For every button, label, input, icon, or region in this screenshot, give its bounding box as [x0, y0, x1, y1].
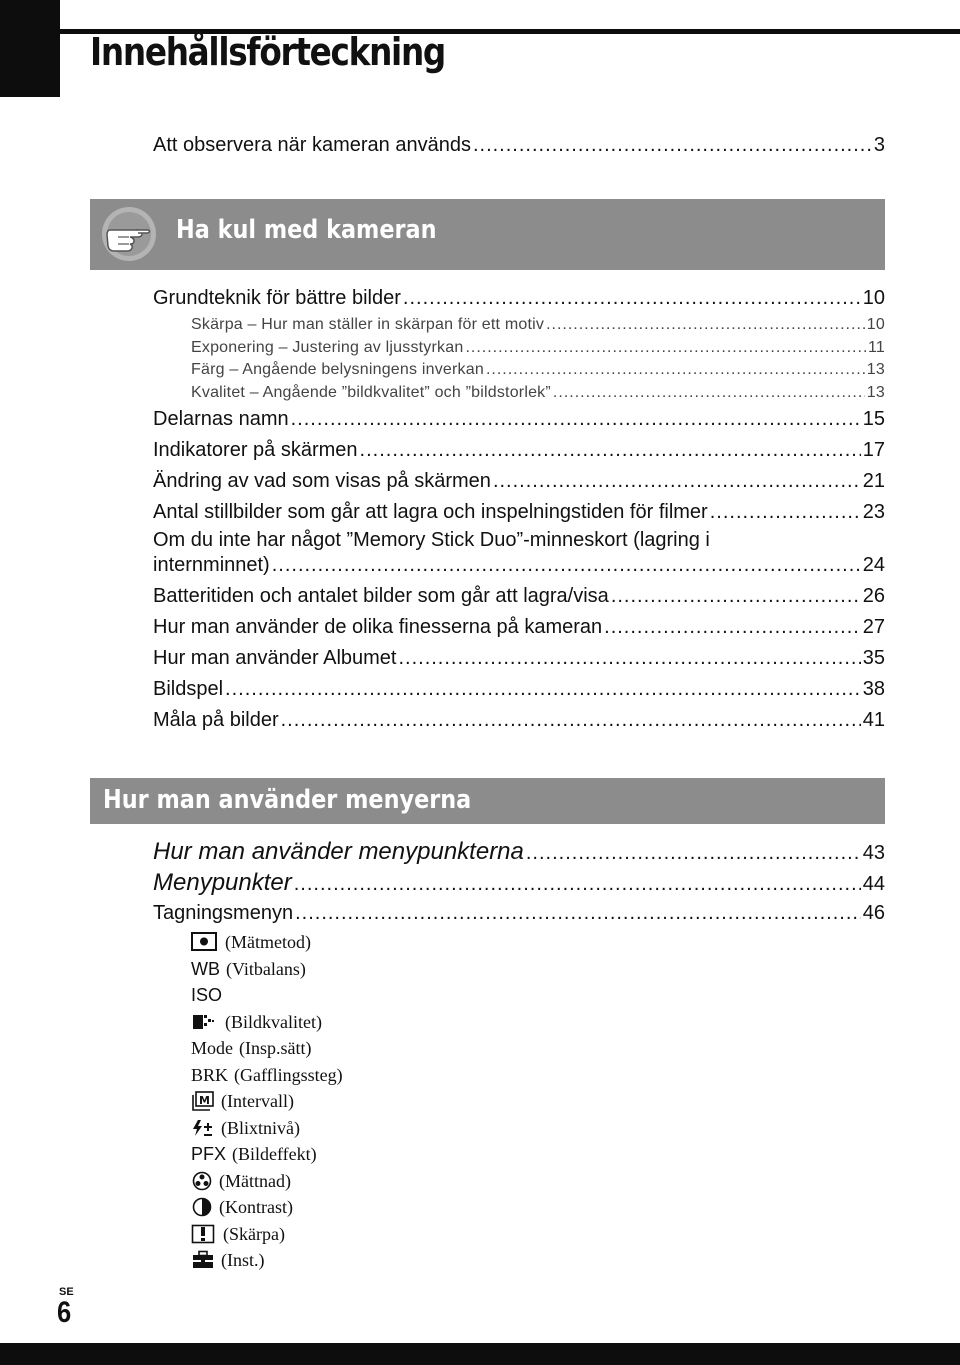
toc-subentry[interactable] — [153, 314, 885, 337]
toc-entry[interactable] — [153, 435, 885, 466]
toc-entry-page: 13 — [866, 361, 885, 378]
menu-item-label: (Bildkvalitet) — [225, 1011, 322, 1032]
brk-abbr: BRK — [191, 1064, 229, 1085]
toc-entry-text: Antal stillbilder som går att lagra och inspelningstiden för filmer — [153, 501, 708, 523]
leader-dots — [272, 553, 861, 578]
toc-entry[interactable] — [153, 867, 885, 898]
menu-item-contrast[interactable] — [191, 1194, 343, 1221]
menu-item-list — [191, 929, 343, 1274]
toc-entry[interactable] — [153, 674, 885, 705]
menu-item-brk[interactable] — [191, 1062, 343, 1089]
page-number: 6 — [57, 1296, 72, 1329]
leader-dots — [281, 705, 861, 736]
toc-entry[interactable] — [153, 581, 885, 612]
toc-entry-page: 15 — [862, 408, 885, 430]
toc-entry-text: Menypunkter — [153, 869, 292, 896]
svg-text:M: M — [199, 1094, 210, 1108]
toc-entry-text: Ändring av vad som visas på skärmen — [153, 470, 491, 492]
contrast-icon — [191, 1197, 213, 1217]
toc-entry-text: Bildspel — [153, 678, 224, 700]
toc-entry-page: 13 — [866, 383, 885, 401]
toc-entry-page: 3 — [873, 134, 885, 156]
flash-level-icon — [191, 1118, 215, 1138]
wb-abbr: WB — [191, 958, 220, 979]
toc-subentry[interactable] — [153, 337, 885, 360]
menu-item-wb[interactable] — [191, 956, 343, 983]
leader-dots — [295, 898, 861, 929]
menu-item-label: (Mätmetod) — [225, 932, 311, 952]
menu-item-setup[interactable] — [191, 1247, 343, 1274]
toc-entry-text: Färg – Angående belysningens inverkan — [191, 361, 484, 378]
toc-entry[interactable] — [153, 283, 885, 314]
toc-entry[interactable] — [153, 898, 885, 929]
toc-entry-text: Indikatorer på skärmen — [153, 439, 358, 461]
section-band-ha-kul — [90, 199, 885, 270]
toc-entry-text: Grundteknik för bättre bilder — [153, 287, 401, 309]
toc-entry-page: 26 — [862, 585, 885, 607]
toc-entry-text: Delarnas namn — [153, 408, 289, 430]
toc-entry-page: 10 — [866, 316, 885, 333]
menu-item-label: (Intervall) — [221, 1091, 294, 1111]
menu-item-label: (Bildeffekt) — [232, 1144, 317, 1164]
menu-item-label: (Inst.) — [221, 1250, 265, 1270]
menu-item-label: (Insp.sätt) — [239, 1038, 312, 1058]
toc-entry-text: Hur man använder Albumet — [153, 647, 397, 669]
toc-entry[interactable] — [153, 612, 885, 643]
menu-item-sharpness[interactable] — [191, 1221, 343, 1248]
bottom-bar — [0, 1343, 960, 1365]
menu-item-label: (Gafflingssteg) — [234, 1064, 343, 1085]
toc-entry[interactable] — [153, 404, 885, 435]
toc-entry[interactable] — [153, 643, 885, 674]
menu-item-label: (Blixtnivå) — [221, 1117, 300, 1138]
toc-section1 — [153, 283, 885, 736]
toc-entry-page: 41 — [862, 709, 885, 731]
toc-entry[interactable] — [153, 705, 885, 736]
image-quality-icon — [191, 1012, 219, 1032]
toc-entry-text: Hur man använder de olika finesserna på kameran — [153, 616, 603, 638]
toc-entry-text: Kvalitet – Angående ”bildkvalitet” och ”bildstorlek” — [191, 383, 551, 401]
iso-abbr: ISO — [191, 985, 223, 1005]
toc-entry[interactable] — [153, 466, 885, 497]
toc-entry-page: 27 — [862, 616, 885, 638]
leader-dots — [526, 838, 861, 869]
toc-entry-text: Att observera när kameran används — [153, 134, 471, 156]
language-code: SE — [59, 1286, 74, 1298]
toc-entry-page: 23 — [862, 501, 885, 523]
toc-entry-page: 17 — [862, 439, 885, 461]
leader-dots — [360, 435, 861, 466]
pointing-hand-icon — [96, 205, 158, 263]
menu-item-saturation[interactable] — [191, 1168, 343, 1195]
leader-dots — [486, 359, 865, 382]
toc-entry-text-line2: internminnet) — [153, 554, 270, 576]
toc-entry-page: 46 — [862, 902, 885, 924]
section-band-menyerna — [90, 778, 885, 824]
toc-entry-text: Måla på bilder — [153, 709, 279, 731]
toc-entry-text: Tagningsmenyn — [153, 902, 294, 924]
leader-dots — [611, 581, 861, 612]
saturation-icon — [191, 1171, 213, 1191]
setup-toolbox-icon — [191, 1250, 215, 1270]
toc-entry-page: 11 — [867, 338, 885, 356]
leader-dots — [403, 283, 861, 314]
toc-intro — [153, 130, 885, 161]
leader-dots — [225, 674, 861, 705]
corner-block — [0, 0, 60, 97]
menu-item-pfx[interactable] — [191, 1141, 343, 1168]
leader-dots — [294, 869, 861, 900]
leader-dots — [291, 404, 861, 435]
leader-dots — [604, 612, 861, 643]
menu-item-image-quality[interactable] — [191, 1009, 343, 1036]
toc-entry-text: Hur man använder menypunkterna — [153, 838, 524, 865]
toc-entry-page: 38 — [862, 678, 885, 700]
toc-entry-page: 24 — [862, 554, 885, 576]
leader-dots — [710, 497, 861, 528]
sharpness-icon — [191, 1224, 217, 1244]
menu-item-label: (Vitbalans) — [226, 958, 306, 979]
menu-item-label: (Kontrast) — [219, 1197, 293, 1217]
mode-abbr: Mode — [191, 1038, 233, 1058]
toc-entry-page: 10 — [862, 287, 885, 309]
toc-entry[interactable] — [153, 836, 885, 867]
leader-dots — [398, 643, 860, 674]
toc-subentry[interactable] — [153, 359, 885, 382]
page-title: Innehållsförteckning — [90, 30, 446, 74]
toc-section2 — [153, 836, 885, 929]
menu-item-metering[interactable] — [191, 929, 343, 956]
leader-dots — [465, 337, 866, 360]
section-title: Ha kul med kameran — [176, 215, 437, 245]
toc-entry-text: Exponering – Justering av ljusstyrkan — [191, 338, 464, 356]
menu-item-interval[interactable] — [191, 1088, 343, 1115]
leader-dots — [493, 466, 861, 497]
toc-entry-page: 21 — [862, 470, 885, 492]
menu-item-label: (Skärpa) — [223, 1223, 285, 1244]
menu-item-flash-level[interactable] — [191, 1115, 343, 1142]
menu-item-mode[interactable] — [191, 1035, 343, 1062]
toc-subentry[interactable] — [153, 382, 885, 405]
leader-dots — [546, 314, 865, 337]
toc-entry[interactable] — [153, 130, 885, 161]
toc-entry-wrapped[interactable] — [153, 528, 885, 581]
toc-entry-page: 43 — [862, 842, 885, 864]
metering-icon — [191, 932, 219, 952]
toc-entry-page: 35 — [862, 647, 885, 669]
section-title: Hur man använder menyerna — [103, 785, 472, 815]
leader-dots — [473, 130, 872, 161]
menu-item-iso[interactable] — [191, 982, 343, 1009]
toc-entry[interactable] — [153, 497, 885, 528]
menu-item-label: (Mättnad) — [219, 1170, 291, 1191]
toc-entry-page: 44 — [862, 873, 885, 895]
interval-icon — [191, 1091, 215, 1111]
pfx-abbr: PFX — [191, 1144, 227, 1164]
toc-entry-text-line1: Om du inte har något ”Memory Stick Duo”-minneskort (lagring i — [153, 529, 710, 551]
leader-dots — [553, 382, 865, 405]
toc-entry-text: Batteritiden och antalet bilder som går att lagra/visa — [153, 585, 609, 607]
toc-entry-text: Skärpa – Hur man ställer in skärpan för ett motiv — [191, 316, 545, 333]
